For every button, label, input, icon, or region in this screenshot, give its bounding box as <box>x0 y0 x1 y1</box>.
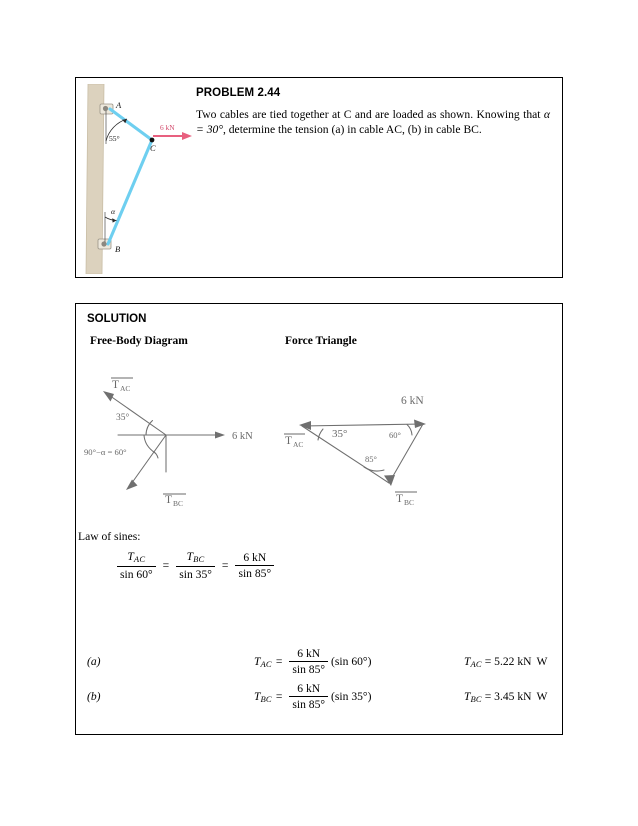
fbd-angle-lower-label: 90°−α = 60° <box>84 447 127 457</box>
solution-box <box>75 303 563 735</box>
answer-a-result-var: T <box>464 655 471 668</box>
load-arrow-head <box>182 132 192 140</box>
law-of-sines-term-1-numerator <box>124 550 148 566</box>
fbd-load-arrow-head <box>215 432 225 439</box>
ft-angle-left-label: 35° <box>332 428 348 440</box>
fbd-tbc-label: T <box>165 494 173 506</box>
problem-text-column <box>196 87 552 138</box>
answer-a-denominator: sin 85° <box>289 661 328 676</box>
ft-angle-arc-top-right <box>407 425 412 436</box>
fbd-tac-arrow-head <box>103 391 114 402</box>
answer-label-b: (b) <box>87 690 101 703</box>
law-of-sines-term-1-denominator: sin 60° <box>117 566 156 581</box>
label-c: C <box>150 143 156 153</box>
law-of-sines-term-2 <box>176 550 215 581</box>
answer-a-var-symbol: T <box>254 654 261 668</box>
answer-a-result-subscript: AC <box>470 658 482 669</box>
problem-box <box>75 77 563 278</box>
problem-figure-svg <box>80 84 195 274</box>
answer-marker-icon: W <box>536 690 548 703</box>
answer-a-factor: (sin 60°) <box>331 655 372 669</box>
answer-equation-a <box>254 647 371 677</box>
fbd-tbc-arrow-line <box>129 435 166 487</box>
law-of-sines-term-3 <box>235 551 274 581</box>
ft-tac-label: T <box>285 435 293 447</box>
ft-tbc-label: T <box>396 493 404 505</box>
answer-b-var-subscript: BC <box>260 693 272 704</box>
problem-statement-line2-pre: that <box>523 108 544 121</box>
angle-label-top: 55° <box>109 134 120 143</box>
fbd-angle-upper-label: 35° <box>116 413 130 423</box>
ft-load-arrow-head <box>414 420 426 429</box>
answer-b-result-subscript: BC <box>470 693 482 704</box>
problem-statement <box>196 107 552 138</box>
angle-label-bottom: α <box>111 207 116 216</box>
ft-angle-arc-bottom <box>364 467 384 471</box>
fbd-load-label: 6 kN <box>232 431 253 442</box>
answer-a-variable <box>254 655 272 669</box>
fbd-tac-sub: AC <box>120 384 131 393</box>
answer-b-numerator: 6 kN <box>297 682 321 695</box>
law-of-sines-equals-2: = <box>221 559 229 573</box>
law-of-sines-term-1 <box>117 550 156 581</box>
pin-b <box>101 241 106 246</box>
answer-label-a: (a) <box>87 655 101 668</box>
answer-result-b <box>464 690 547 704</box>
free-body-diagram-sketch <box>82 372 287 512</box>
answer-b-result-value: = 3.45 kN <box>484 690 532 703</box>
problem-statement-line2-post: , determine the tension (a) in cable AC, (b) in cable BC. <box>222 123 482 137</box>
answer-row <box>76 647 562 681</box>
load-label: 6 kN <box>160 123 175 132</box>
answer-a-numerator: 6 kN <box>297 647 321 660</box>
force-triangle-sketch <box>261 382 476 512</box>
tbc-symbol: T <box>186 550 194 563</box>
law-of-sines-term-2-numerator <box>184 550 208 566</box>
answer-b-fraction <box>289 682 328 712</box>
law-of-sines-equals-1: = <box>162 559 170 573</box>
problem-statement-alpha: α = 30° <box>196 108 550 137</box>
answer-a-var-subscript: AC <box>260 658 272 669</box>
fbd-angle-arc-alpha <box>153 451 159 458</box>
answer-b-var-symbol: T <box>254 689 261 703</box>
cable-bc <box>108 140 152 244</box>
tbc-subscript: BC <box>193 553 205 564</box>
answer-a-equals: = <box>275 655 283 669</box>
ft-angle-top-right-label: 60° <box>389 430 401 440</box>
law-of-sines-term-3-numerator: 6 kN <box>243 550 267 564</box>
ft-load-side <box>302 424 423 426</box>
fbd-tac-arrow-line <box>106 393 166 435</box>
answer-row <box>76 682 562 716</box>
answer-result-a <box>464 655 547 669</box>
law-of-sines-label: Law of sines: <box>78 530 141 543</box>
answer-b-factor: (sin 35°) <box>331 690 372 704</box>
fbd-tbc-sub: BC <box>173 499 184 508</box>
ft-angle-bottom-label: 85° <box>365 454 377 464</box>
answer-marker-icon: W <box>536 655 548 668</box>
tac-symbol: T <box>127 550 134 563</box>
fbd-svg <box>82 372 287 512</box>
ft-tac-sub: AC <box>293 440 304 449</box>
pin-a <box>103 106 108 111</box>
problem-statement-line1: Two cables are tied together at C and are loaded as shown. Knowing <box>196 108 520 121</box>
force-triangle-heading: Force Triangle <box>285 335 357 347</box>
law-of-sines-term-2-denominator: sin 35° <box>176 566 215 581</box>
answer-a-result-value: = 5.22 kN <box>484 655 532 668</box>
fbd-tac-label: T <box>112 379 120 391</box>
label-b: B <box>115 244 121 254</box>
ft-tac-arrow-head <box>299 421 311 430</box>
answer-b-result-var: T <box>464 690 471 703</box>
answer-b-denominator: sin 85° <box>289 696 328 711</box>
label-a: A <box>116 100 122 110</box>
free-body-diagram-heading: Free-Body Diagram <box>90 335 188 347</box>
answer-equation-b <box>254 682 371 712</box>
ft-load-label: 6 kN <box>401 395 424 407</box>
answer-b-variable <box>254 690 272 704</box>
answer-a-fraction <box>289 647 328 677</box>
fbd-angle-arc-lower <box>144 435 152 451</box>
problem-figure <box>80 84 195 274</box>
law-of-sines-equation <box>114 550 277 581</box>
fbd-tbc-arrow-head <box>126 480 138 491</box>
solution-title: SOLUTION <box>87 313 147 325</box>
law-of-sines-term-3-denominator: sin 85° <box>235 565 274 580</box>
tac-subscript: AC <box>133 553 146 564</box>
answer-b-equals: = <box>275 690 283 704</box>
page-title: PROBLEM 2.44 <box>196 87 281 99</box>
joint-c <box>150 138 155 143</box>
force-triangle-svg <box>261 382 476 512</box>
ft-tbc-sub: BC <box>404 498 415 507</box>
